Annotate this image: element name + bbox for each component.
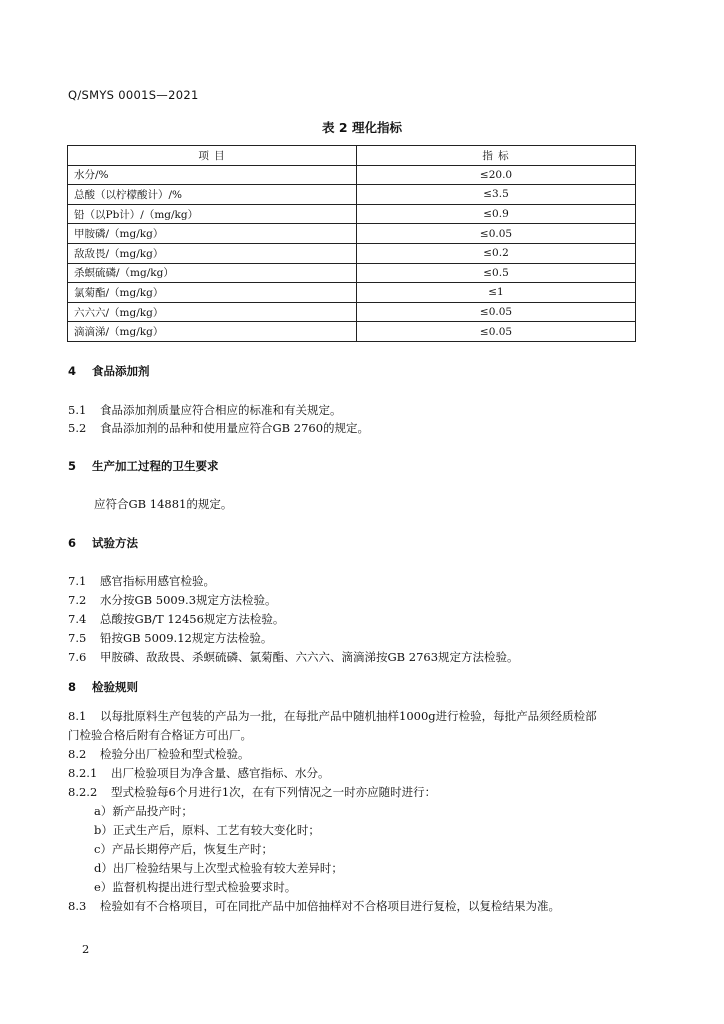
clause-text: 食品添加剂的品种和使用量应符合GB 2760的规定。 — [100, 421, 370, 435]
clause-5-1 — [68, 401, 654, 419]
section-heading-inspection-rules — [68, 679, 138, 695]
row-item: 水分/% — [68, 165, 357, 185]
row-value: ≤0.05 — [357, 224, 636, 244]
clause-text: 水分按GB 5009.3规定方法检验。 — [100, 593, 277, 607]
section-number: 6 — [68, 536, 77, 550]
clause-text: 铅按GB 5009.12规定方法检验。 — [100, 631, 273, 645]
clause-7-4 — [68, 610, 654, 628]
column-header-value: 指 标 — [357, 146, 636, 166]
clause-text: 感官指标用感官检验。 — [100, 574, 215, 588]
clause-number: 8.2.1 — [68, 766, 98, 780]
clause-7-6 — [68, 648, 654, 666]
row-item: 总酸（以柠檬酸计）/% — [68, 185, 357, 205]
section-title: 食品添加剂 — [92, 364, 150, 378]
page-number: 2 — [82, 942, 90, 956]
document-code: Q/SMYS 0001S—2021 — [68, 88, 199, 102]
row-value: ≤0.2 — [357, 243, 636, 263]
row-value: ≤0.5 — [357, 263, 636, 283]
clause-8-3 — [68, 897, 654, 915]
list-item: e）监督机构提出进行型式检验要求时。 — [94, 880, 297, 894]
clause-number: 5.2 — [68, 421, 87, 435]
table-row — [68, 283, 636, 303]
clause-text: 检验分出厂检验和型式检验。 — [100, 747, 250, 761]
section-title: 生产加工过程的卫生要求 — [92, 459, 219, 473]
clause-number: 7.1 — [68, 574, 87, 588]
clause-8-2-2 — [68, 783, 654, 801]
table-row — [68, 185, 636, 205]
row-item: 敌敌畏/（mg/kg） — [68, 243, 357, 263]
list-item: c）产品长期停产后，恢复生产时； — [94, 842, 273, 856]
clause-text: 检验如有不合格项目，可在同批产品中加倍抽样对不合格项目进行复检，以复检结果为准。 — [100, 899, 560, 913]
clause-8-1-continued: 门检验合格后附有合格证方可出厂。 — [68, 728, 252, 742]
clause-number: 8.2 — [68, 747, 87, 761]
clause-number: 8.2.2 — [68, 785, 98, 799]
clause-number: 5.1 — [68, 403, 87, 417]
table-title: 表 2 理化指标 — [322, 120, 402, 135]
section-heading-hygiene — [68, 458, 219, 474]
clause-7-5 — [68, 629, 654, 647]
row-item: 杀螟硫磷/（mg/kg） — [68, 263, 357, 283]
row-item: 铅（以Pb计）/（mg/kg） — [68, 204, 357, 224]
clause-number: 7.6 — [68, 650, 87, 664]
table-row — [68, 204, 636, 224]
table-row — [68, 263, 636, 283]
clause-8-2-1 — [68, 764, 654, 782]
section-heading-test-methods — [68, 535, 138, 551]
clause-8-1 — [68, 707, 654, 725]
clause-text: 出厂检验项目为净含量、感官指标、水分。 — [111, 766, 330, 780]
section-number: 5 — [68, 459, 77, 473]
clause-8-2 — [68, 745, 654, 763]
clause-7-1 — [68, 572, 654, 590]
clause-number: 7.4 — [68, 612, 87, 626]
row-item: 六六六/（mg/kg） — [68, 302, 357, 322]
table-row — [68, 302, 636, 322]
table-header-row — [68, 146, 636, 166]
clause-7-2 — [68, 591, 654, 609]
row-value: ≤0.05 — [357, 322, 636, 342]
hygiene-text: 应符合GB 14881的规定。 — [94, 497, 233, 511]
clause-5-2 — [68, 419, 654, 437]
clause-text: 以每批原料生产包装的产品为一批，在每批产品中随机抽样1000g进行检验，每批产品须经质检部 — [100, 709, 597, 723]
row-value: ≤0.9 — [357, 204, 636, 224]
clause-number: 7.2 — [68, 593, 87, 607]
table-row — [68, 322, 636, 342]
row-value: ≤0.05 — [357, 302, 636, 322]
clause-text: 型式检验每6个月进行1次，在有下列情况之一时亦应随时进行： — [111, 785, 437, 799]
table-row — [68, 243, 636, 263]
row-item: 甲胺磷/（mg/kg） — [68, 224, 357, 244]
table-row — [68, 165, 636, 185]
clause-number: 8.1 — [68, 709, 87, 723]
clause-text: 总酸按GB/T 12456规定方法检验。 — [100, 612, 285, 626]
clause-text: 甲胺磷、敌敌畏、杀螟硫磷、氯菊酯、六六六、滴滴涕按GB 2763规定方法检验。 — [100, 650, 519, 664]
row-value: ≤3.5 — [357, 185, 636, 205]
column-header-item: 项 目 — [68, 146, 357, 166]
physicochemical-table — [67, 145, 636, 342]
section-number: 8 — [68, 680, 77, 694]
clause-text: 食品添加剂质量应符合相应的标准和有关规定。 — [100, 403, 342, 417]
clause-number: 7.5 — [68, 631, 87, 645]
row-value: ≤1 — [357, 283, 636, 303]
row-item: 氯菊酯/（mg/kg） — [68, 283, 357, 303]
list-item: d）出厂检验结果与上次型式检验有较大差异时； — [94, 861, 343, 875]
list-item: a）新产品投产时； — [94, 804, 193, 818]
clause-number: 8.3 — [68, 899, 87, 913]
section-heading-additives — [68, 363, 150, 379]
section-number: 4 — [68, 364, 77, 378]
row-value: ≤20.0 — [357, 165, 636, 185]
section-title: 检验规则 — [92, 680, 139, 694]
row-item: 滴滴涕/（mg/kg） — [68, 322, 357, 342]
table-row — [68, 224, 636, 244]
section-title: 试验方法 — [92, 536, 139, 550]
list-item: b）正式生产后，原料、工艺有较大变化时； — [94, 823, 320, 837]
